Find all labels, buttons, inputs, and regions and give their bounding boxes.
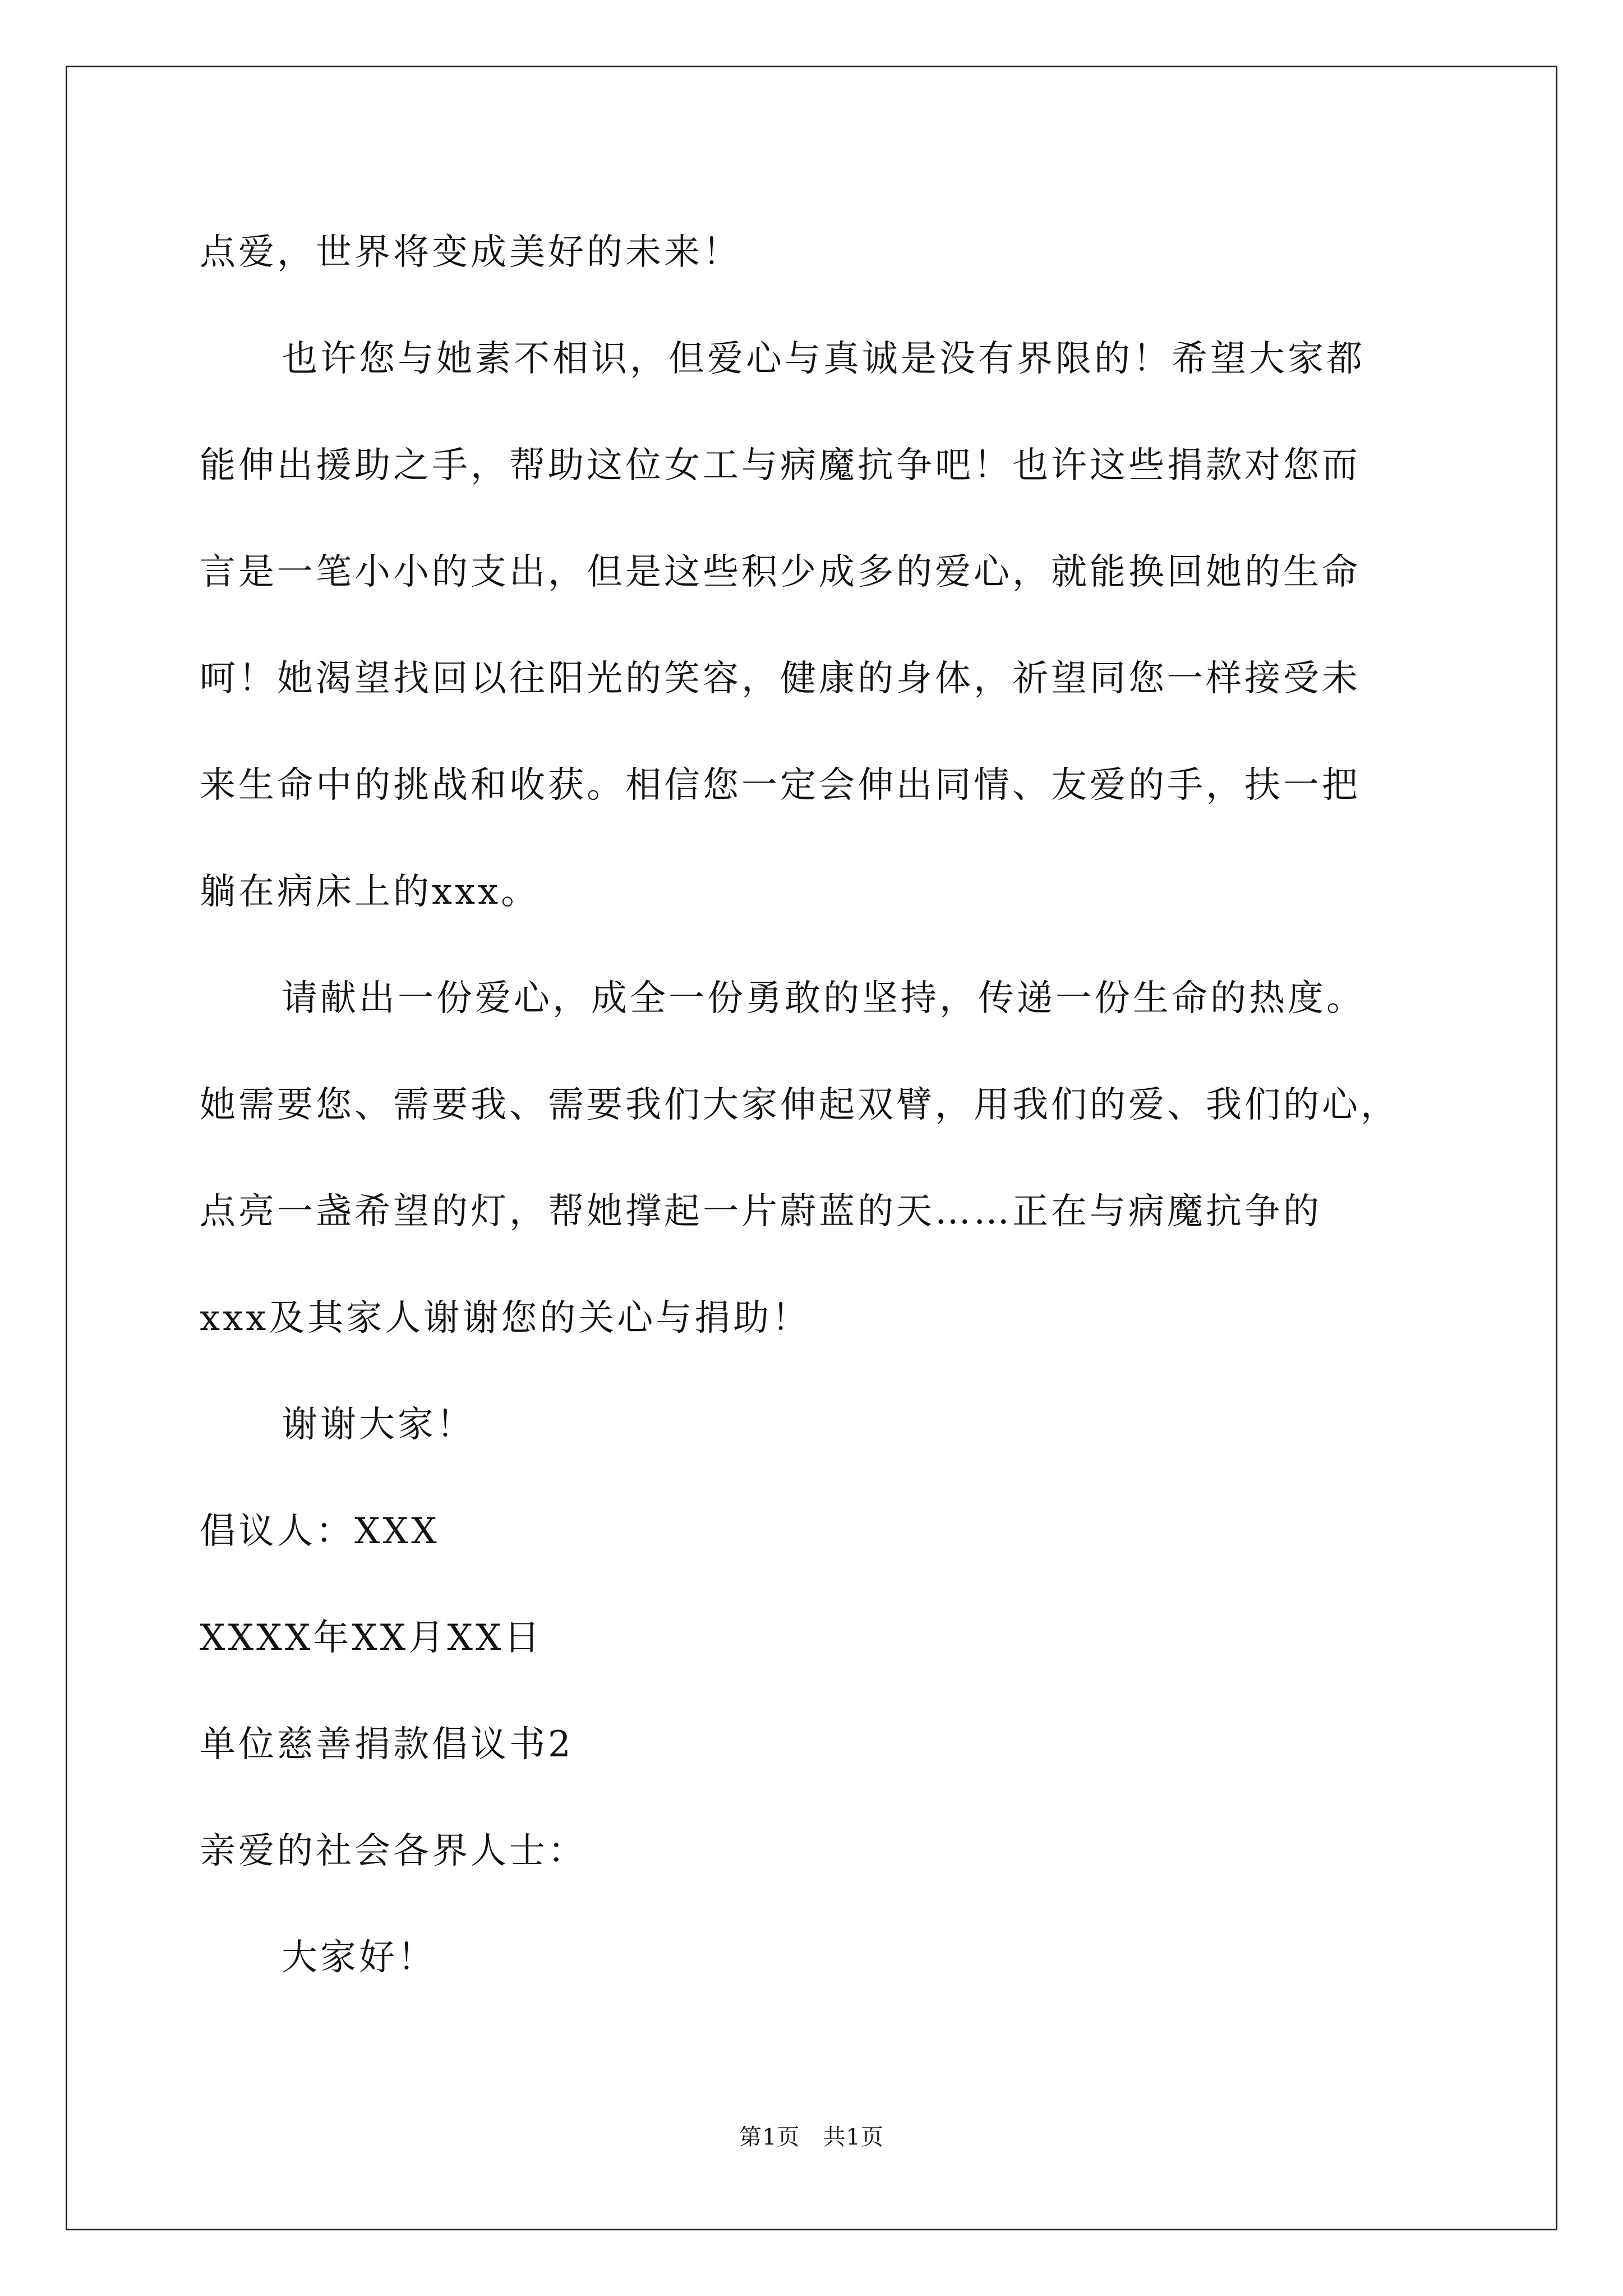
body-text-line: 言是一笔小小的支出，但是这些积少成多的爱心，就能换回她的生命 [200, 551, 1361, 593]
body-text-line: 点亮一盏希望的灯，帮她撑起一片蔚蓝的天……正在与病魔抗争的 [200, 1191, 1322, 1232]
body-text-line: 她需要您、需要我、需要我们大家伸起双臂，用我们的爱、我们的心， [200, 1084, 1399, 1126]
proposer-line: 倡议人：XXX [200, 1511, 440, 1552]
page-footer: 第1页 共1页 [739, 2124, 884, 2150]
section-title: 单位慈善捐款倡议书2 [200, 1724, 574, 1765]
paragraph-first-line: 也许您与她素不相识，但爱心与真诚是没有界限的！希望大家都 [282, 338, 1365, 380]
body-text-line: 躺在病床上的xxx。 [200, 871, 540, 913]
body-text-line: 点爱，世界将变成美好的未来！ [200, 232, 741, 273]
closing-thanks: 谢谢大家！ [282, 1404, 475, 1446]
body-text-line: 呵！她渴望找回以往阳光的笑容，健康的身体，祈望同您一样接受未 [200, 658, 1361, 700]
body-text-line: 能伸出援助之手，帮助这位女工与病魔抗争吧！也许这些捐款对您而 [200, 445, 1361, 486]
greeting: 大家好！ [282, 1937, 436, 1978]
body-text-line: 来生命中的挑战和收获。相信您一定会伸出同情、友爱的手，扶一把 [200, 765, 1361, 806]
paragraph-first-line: 请献出一份爱心，成全一份勇敢的坚持，传递一份生命的热度。 [282, 978, 1365, 1019]
salutation: 亲爱的社会各界人士： [200, 1830, 587, 1872]
date-line: XXXX年XX月XX日 [200, 1617, 543, 1659]
body-text-line: xxx及其家人谢谢您的关心与捐助！ [200, 1297, 811, 1339]
page-border [66, 66, 1557, 2230]
